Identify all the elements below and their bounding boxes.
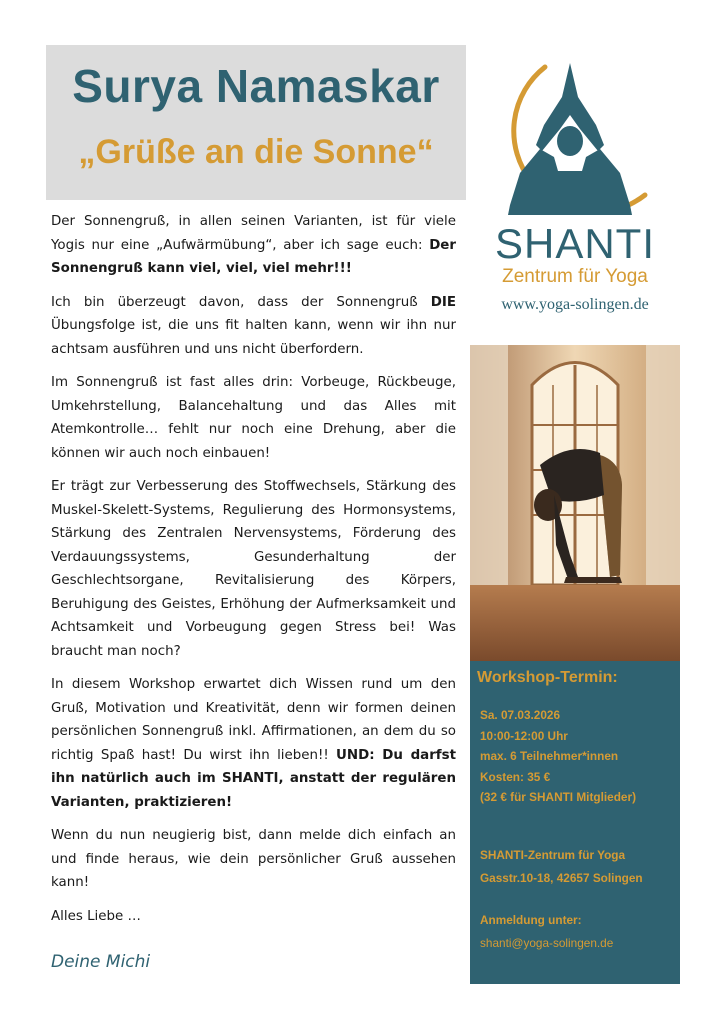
venue-name: SHANTI-Zentrum für Yoga [480, 848, 626, 862]
workshop-time: 10:00-12:00 Uhr [480, 728, 568, 743]
paragraph-1-text: Der Sonnengruß, in allen seinen Varianten, ist für viele Yogis nur eine „Aufwärmübung“, aber ich sage euch: [51, 214, 456, 253]
paragraph-1-bold: Der Sonnengruß kann viel, viel, viel mehr!!! [51, 237, 456, 276]
paragraph-5-bold: UND: Du darfst ihn natürlich auch im SHANTI, anstatt der regulären Varianten, praktizieren! [51, 747, 456, 810]
registration-label: Anmeldung unter: [480, 913, 582, 927]
signature: Deine Michi [51, 952, 151, 972]
paragraph-6: Wenn du nun neugierig bist, dann melde dich einfach an und finde heraus, wie dein persönlicher Gruß aussehen kann! [51, 828, 456, 890]
workshop-info-panel [470, 661, 680, 984]
paragraph-1 [51, 210, 456, 281]
paragraph-5 [51, 673, 456, 814]
page-title: Surya Namaskar [72, 60, 440, 112]
brand-name: SHANTI [494, 220, 655, 267]
paragraph-2-bold: DIE [430, 294, 456, 310]
workshop-date: Sa. 07.03.2026 [480, 708, 561, 722]
yoga-photo [470, 345, 680, 661]
paragraph-4: Er trägt zur Verbesserung des Stoffwechsels, Stärkung des Muskel-Skelett-Systems, Regulierung des Hormonsystems, Stärkung des Zentralen Nervensystems, Förderung des Verdauungssystems, Gesunderhaltung der Geschlechtsorgane, Revitalisierung des Körpers, Beruhigung des Geistes, Erhöhung der Aufmerksamkeit und Achtsamkeit und Vorbeugung gegen Stress bei! Was braucht man noch? [51, 479, 456, 659]
workshop-venue [480, 844, 643, 890]
floor [470, 585, 680, 661]
paragraph-2 [51, 291, 456, 362]
page-subtitle: „Grüße an die Sonne“ [78, 133, 434, 171]
workshop-participants: max. 6 Teilnehmer*innen [480, 749, 619, 763]
venue-address: Gasstr.10-18, 42657 Solingen [480, 871, 643, 885]
workshop-cost-member: (32 € für SHANTI Mitglieder) [480, 790, 636, 804]
paragraph-2-text-a: Ich bin überzeugt davon, dass der Sonnengruß [51, 294, 431, 310]
body-text [51, 210, 456, 938]
workshop-cost: Kosten: 35 € [480, 769, 551, 784]
brand-subtitle: Zentrum für Yoga [502, 266, 648, 287]
paragraph-2-text-b: Übungsfolge ist, die uns fit halten kann, wenn wir ihn nur achtsam ausführen und uns nicht überfordern. [51, 318, 456, 357]
curtain-left [470, 345, 508, 585]
title-box [46, 45, 466, 200]
paragraph-7: Alles Liebe … [51, 908, 141, 924]
brand-url[interactable]: www.yoga-solingen.de [501, 296, 649, 313]
workshop-details [480, 705, 636, 808]
curtain-right [646, 345, 680, 585]
workshop-heading: Workshop-Termin: [477, 669, 618, 686]
paragraph-5-text: In diesem Workshop erwartet dich Wissen rund um den Gruß, Motivation und Kreativität, denn wir formen deinen persönlichen Sonnengruß inkl. Affirmationen, an dem du so richtig Spaß hast! Du wirst ihn lieben!! [51, 677, 456, 763]
paragraph-3: Im Sonnengruß ist fast alles drin: Vorbeuge, Rückbeuge, Umkehrstellung, Balancehaltung und das Alles mit Atemkontrolle… fehlt nur noch eine Drehung, aber die können wir auch noch einbauen! [51, 375, 456, 461]
registration-email-link[interactable]: shanti@yoga-solingen.de [480, 936, 614, 950]
